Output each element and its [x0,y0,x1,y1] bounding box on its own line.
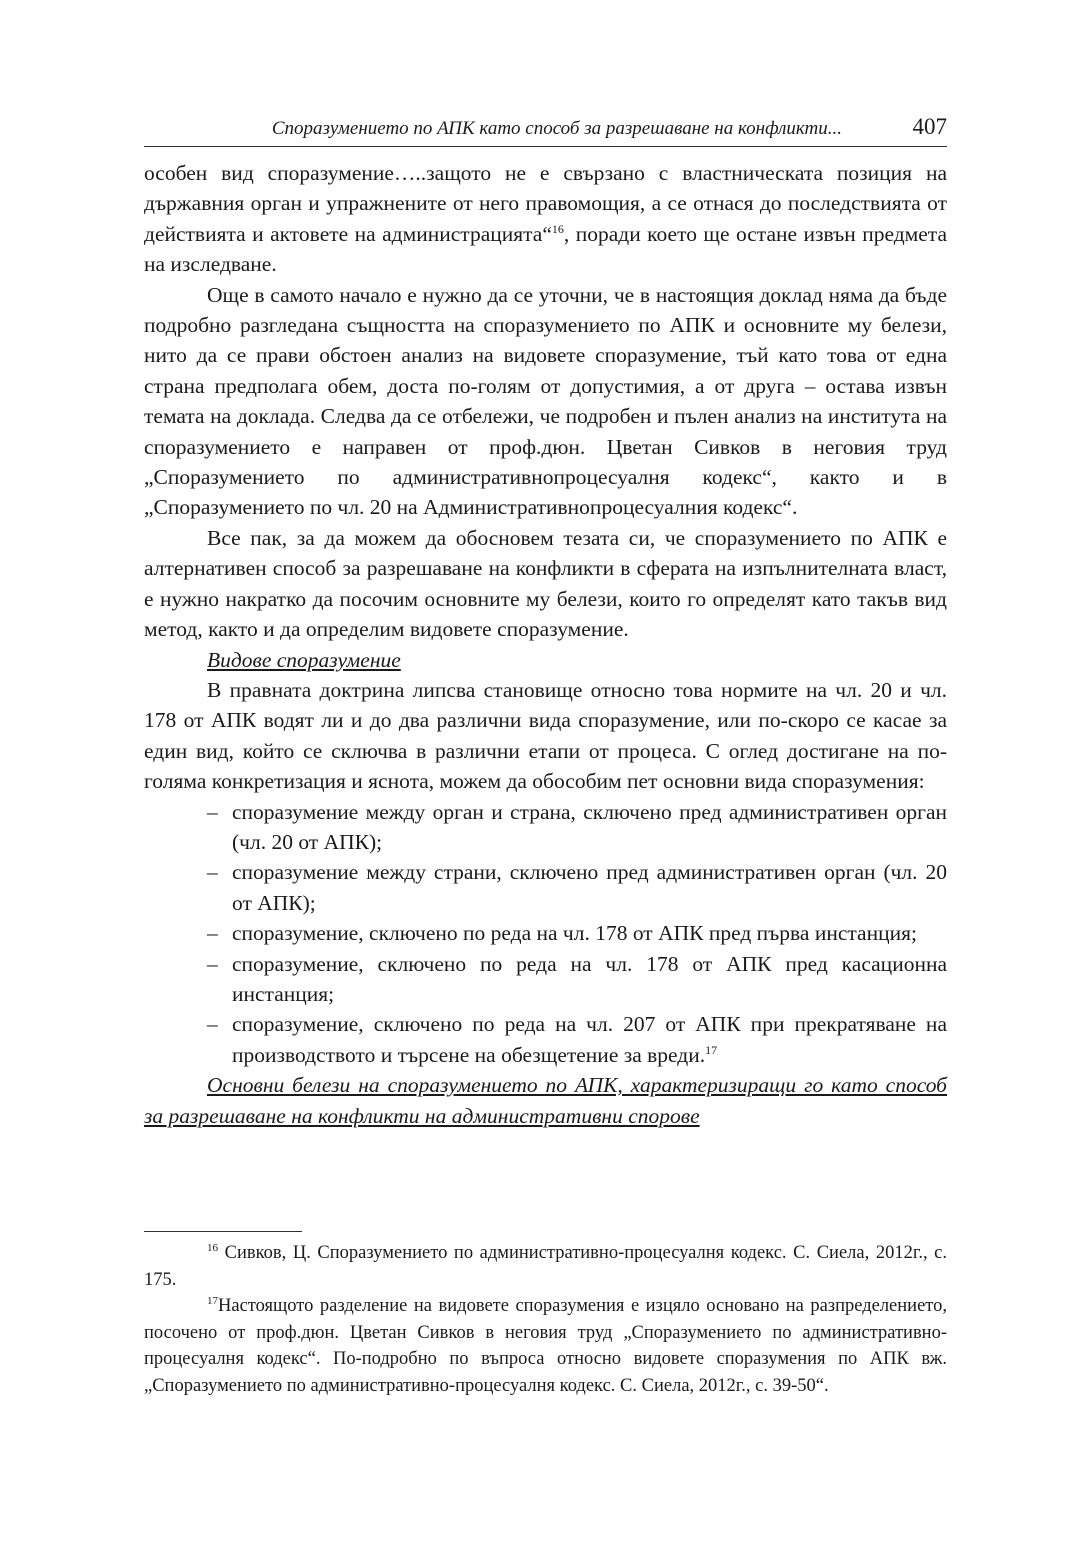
dash-marker: – [207,860,218,885]
dash-marker: – [207,921,218,946]
footnote-text: Настоящото разделение на видовете споразумения е изцяло основано на разпределението, посочено от проф.дюн. Цветан Сивков в неговия труд „Споразумението по административно-процесуалня кодекс“. По-подробно по въпроса относно видовете споразумения по АПК вж. „Споразумението по административно-процесуалня кодекс. С. Сиела, 2012г., с. 39-50“. [144,1296,947,1396]
footnote-16 [144,1240,947,1293]
running-title: Споразумението по АПК като способ за разрешаване на конфликти... [271,118,842,139]
list-item-text: споразумение, сключено по реда на чл. 178 от АПК пред първа инстанция; [232,921,917,946]
list-item [144,949,947,1010]
paragraph-2: Още в самото начало е нужно да се уточни, че в настоящия доклад няма да бъде подробно разгледана същността на споразумението по АПК и основните му белези, нито да се прави обстоен анализ на видовете споразумение, тъй като това от една страна предполага обем, доста по-голям от допустимия, а от друга – остава извън темата на доклада. Следва да се отбележи, че подробен и пълен анализ на института на споразумението е направен от проф.дюн. Цветан Сивков в неговия труд „Споразумението по административнопроцесуалня кодекс“, както и в „Споразумението по чл. 20 на Административнопроцесуалния кодекс“. [144,282,947,520]
list-item-text: споразумение между страни, сключено пред административен орган (чл. 20 от АПК); [232,860,947,915]
footnote-number: 17 [207,1294,218,1307]
section-heading-features: Основни белези на споразумението по АПК, характеризиращи го като способ за разрешаване на конфликти на административни спорове [144,1073,947,1128]
list-item [144,797,947,858]
list-item [144,918,947,948]
dash-marker: – [207,799,218,824]
footnote-number: 16 [207,1241,218,1254]
footnote-separator [144,1231,302,1232]
list-item [144,857,947,918]
footnote-ref-16: 16 [551,221,564,236]
list-item [144,1009,947,1070]
footnotes [144,1240,947,1399]
paragraph-continuation [144,158,947,280]
body-text [144,158,947,1131]
list-item-text: споразумение между орган и страна, сключено пред административен орган (чл. 20 от АПК); [232,799,947,854]
list-item-text: споразумение, сключено по реда на чл. 178 от АПК пред касационна инстанция; [232,951,947,1006]
running-header [144,114,947,147]
paragraph-tail: , поради което ще остане извън предмета на изследване. [144,221,948,277]
list-item-text: споразумение, сключено по реда на чл. 207 от АПК при прекратяване на производството и търсене на обезщетение за вреди. [232,1012,947,1067]
footnote-text: Сивков, Ц. Споразумението по административно-процесуалня кодекс. С. Сиела, 2012г., с. 175. [144,1243,948,1290]
agreement-types-list [144,797,947,1071]
dash-marker: – [207,1012,218,1037]
paragraph-3: Все пак, за да можем да обосновем тезата си, че споразумението по АПК е алтернативен способ за разрешаване на конфликти в сферата на изпълнителната власт, е нужно накратко да посочим основните му белези, които го определят като такъв вид метод, както и да определим видовете споразумение. [144,525,947,642]
paragraph-text: особен вид споразумение…..защото не е свързано с властническата позиция на държавния орган и упражнените от него правомощия, а се отнася до последствията от действията и актовете на администрацията“ [144,161,947,246]
section-heading-types: Видове споразумение [207,647,401,672]
footnote-17 [144,1293,947,1399]
dash-marker: – [207,951,218,976]
page-number: 407 [912,114,947,139]
footnote-ref-17: 17 [705,1042,718,1057]
paragraph-4: В правната доктрина липсва становище относно това нормите на чл. 20 и чл. 178 от АПК водят ли и до два различни вида споразумение, или по-скоро се касае за един вид, който се сключва в различни етапи от процеса. С оглед достигане на по-голяма конкретизация и яснота, можем да обособим пет основни вида споразумения: [144,677,947,794]
